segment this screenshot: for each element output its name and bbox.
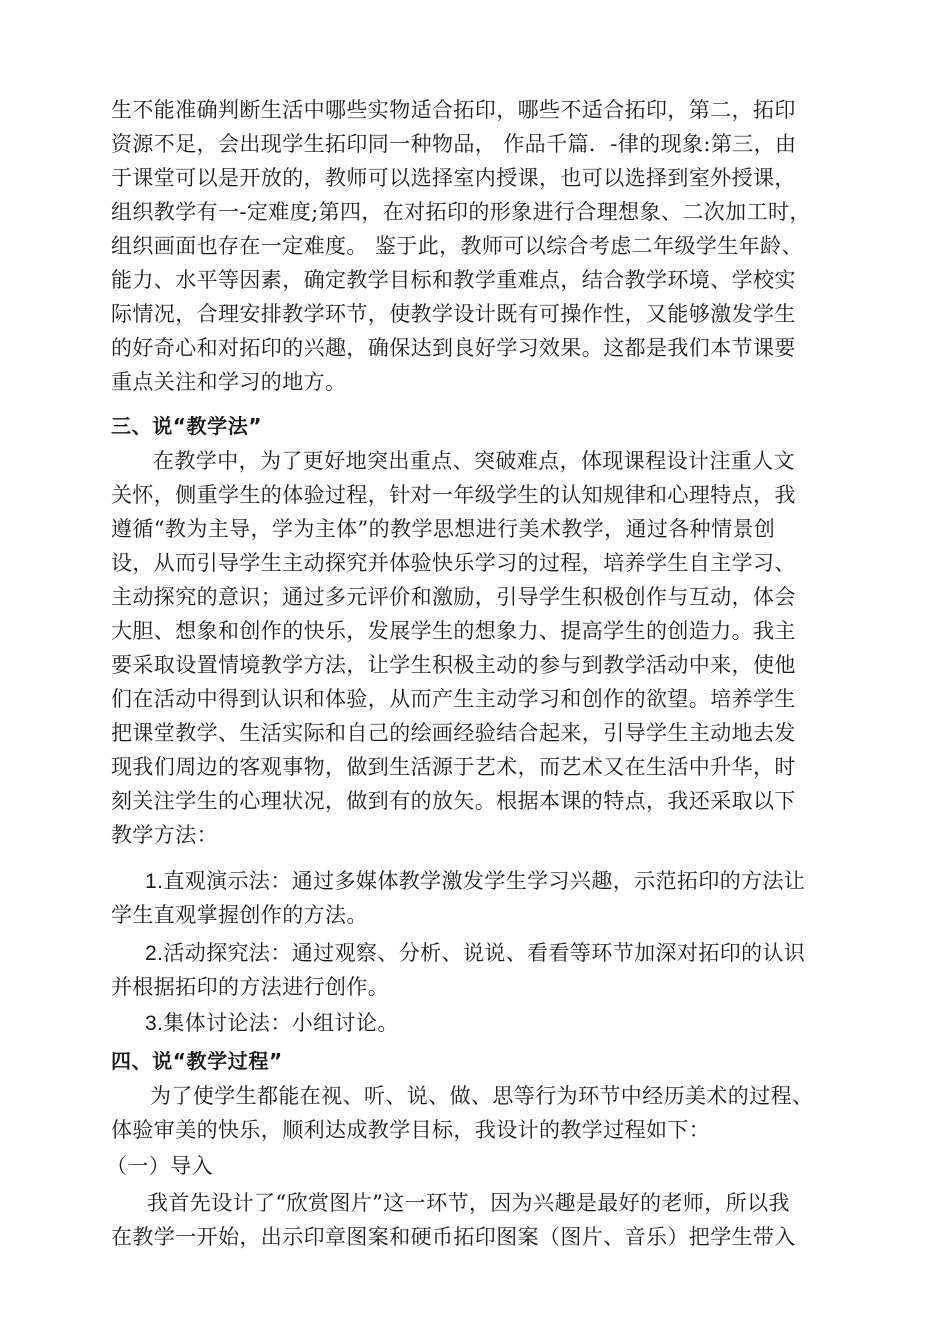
- paragraph-line: 重点关注和学习的地方。: [111, 370, 347, 394]
- paragraph-line: 组织教学有一-定难度;第四，在对拓印的形象进行合理想象、二次加工时，: [111, 200, 811, 224]
- paragraph-line: 把课堂教学、生活实际和自己的绘画经验结合起来，引导学生主动地去发: [111, 721, 796, 745]
- paragraph-line: 体验审美的快乐，顺利达成教学目标，我设计的教学过程如下：: [111, 1118, 711, 1142]
- method-text: 集体讨论法：小组讨论。: [163, 1011, 399, 1035]
- paragraph-line: 在教学一开始，出示印章图案和硬币拓印图案（图片、音乐）把学生带入: [111, 1225, 796, 1249]
- method-number: 1.: [145, 870, 164, 893]
- method-item-1: [145, 866, 805, 896]
- paragraph-line: 设，从而引导学生主动探究并体验快乐学习的过程，培养学生自主学习、: [111, 551, 796, 575]
- paragraph-line: 刻关注学生的心理状况，做到有的放矢。根据本课的特点，我还采取以下: [111, 789, 796, 813]
- section-heading-teaching-process: 四、说“教学过程”: [111, 1049, 283, 1073]
- paragraph-line: 为了使学生都能在视、听、说、做、思等行为环节中经历美术的过程、: [150, 1084, 814, 1108]
- paragraph-line: 能力、水平等因素，确定教学目标和教学重难点，结合教学环境、学校实: [111, 268, 796, 292]
- paragraph-line: 要采取设置情境教学方法，让学生积极主动的参与到教学活动中来，使他: [111, 653, 796, 677]
- paragraph-line: 遵循“教为主导，学为主体”的教学思想进行美术教学，通过各种情景创: [111, 517, 776, 541]
- paragraph-line: 教学方法：: [111, 823, 218, 847]
- paragraph-line: 现我们周边的客观事物，做到生活源于艺术，而艺术又在生活中升华，时: [111, 755, 796, 779]
- subheading-introduction: （一）导入: [106, 1154, 213, 1178]
- paragraph-line: 生不能准确判断生活中哪些实物适合拓印，哪些不适合拓印，第二，拓印: [111, 98, 796, 122]
- method-item-1-cont: 学生直观掌握创作的方法。: [111, 903, 368, 927]
- method-number: 3.: [145, 1012, 164, 1035]
- method-text: 活动探究法：通过观察、分析、说说、看看等环节加深对拓印的认识: [163, 941, 806, 965]
- paragraph-line: 组织画面也存在一定难度。 鉴于此，教师可以综合考虑二年级学生年龄、: [111, 234, 803, 258]
- paragraph-line: 际情况，合理安排教学环节，使教学设计既有可操作性，又能够激发学生: [111, 302, 796, 326]
- paragraph-line: 关怀，侧重学生的体验过程，针对一年级学生的认知规律和心理特点，我: [111, 483, 796, 507]
- paragraph-line: 主动探究的意识；通过多元评价和激励，引导学生积极创作与互动，体会: [111, 585, 796, 609]
- method-number: 2.: [145, 942, 164, 965]
- method-text: 直观演示法：通过多媒体教学激发学生学习兴趣，示范拓印的方法让: [163, 869, 806, 893]
- paragraph-line: 的好奇心和对拓印的兴趣，确保达到良好学习效果。这都是我们本节课要: [111, 336, 796, 360]
- method-item-2-cont: 并根据拓印的方法进行创作。: [111, 975, 390, 999]
- method-item-3: [145, 1008, 399, 1038]
- paragraph-line: 们在活动中得到认识和体验，从而产生主动学习和创作的欲望。培养学生: [111, 687, 796, 711]
- paragraph-line: 大胆、想象和创作的快乐，发展学生的想象力、提高学生的创造力。我主: [111, 619, 796, 643]
- paragraph-line: 在教学中，为了更好地突出重点、突破难点，体现课程设计注重人文: [153, 449, 795, 473]
- method-item-2: [145, 938, 805, 968]
- section-heading-teaching-method: 三、说“教学法”: [111, 414, 263, 438]
- paragraph-line: 于课堂可以是开放的，教师可以选择室内授课，也可以选择到室外授课，: [111, 166, 796, 190]
- paragraph-line: 资源不足，会出现学生拓印同一种物品， 作品千篇．-律的现象:第三，由: [111, 132, 797, 156]
- paragraph-line: 我首先设计了“欣赏图片”这一环节，因为兴趣是最好的老师，所以我: [147, 1191, 790, 1215]
